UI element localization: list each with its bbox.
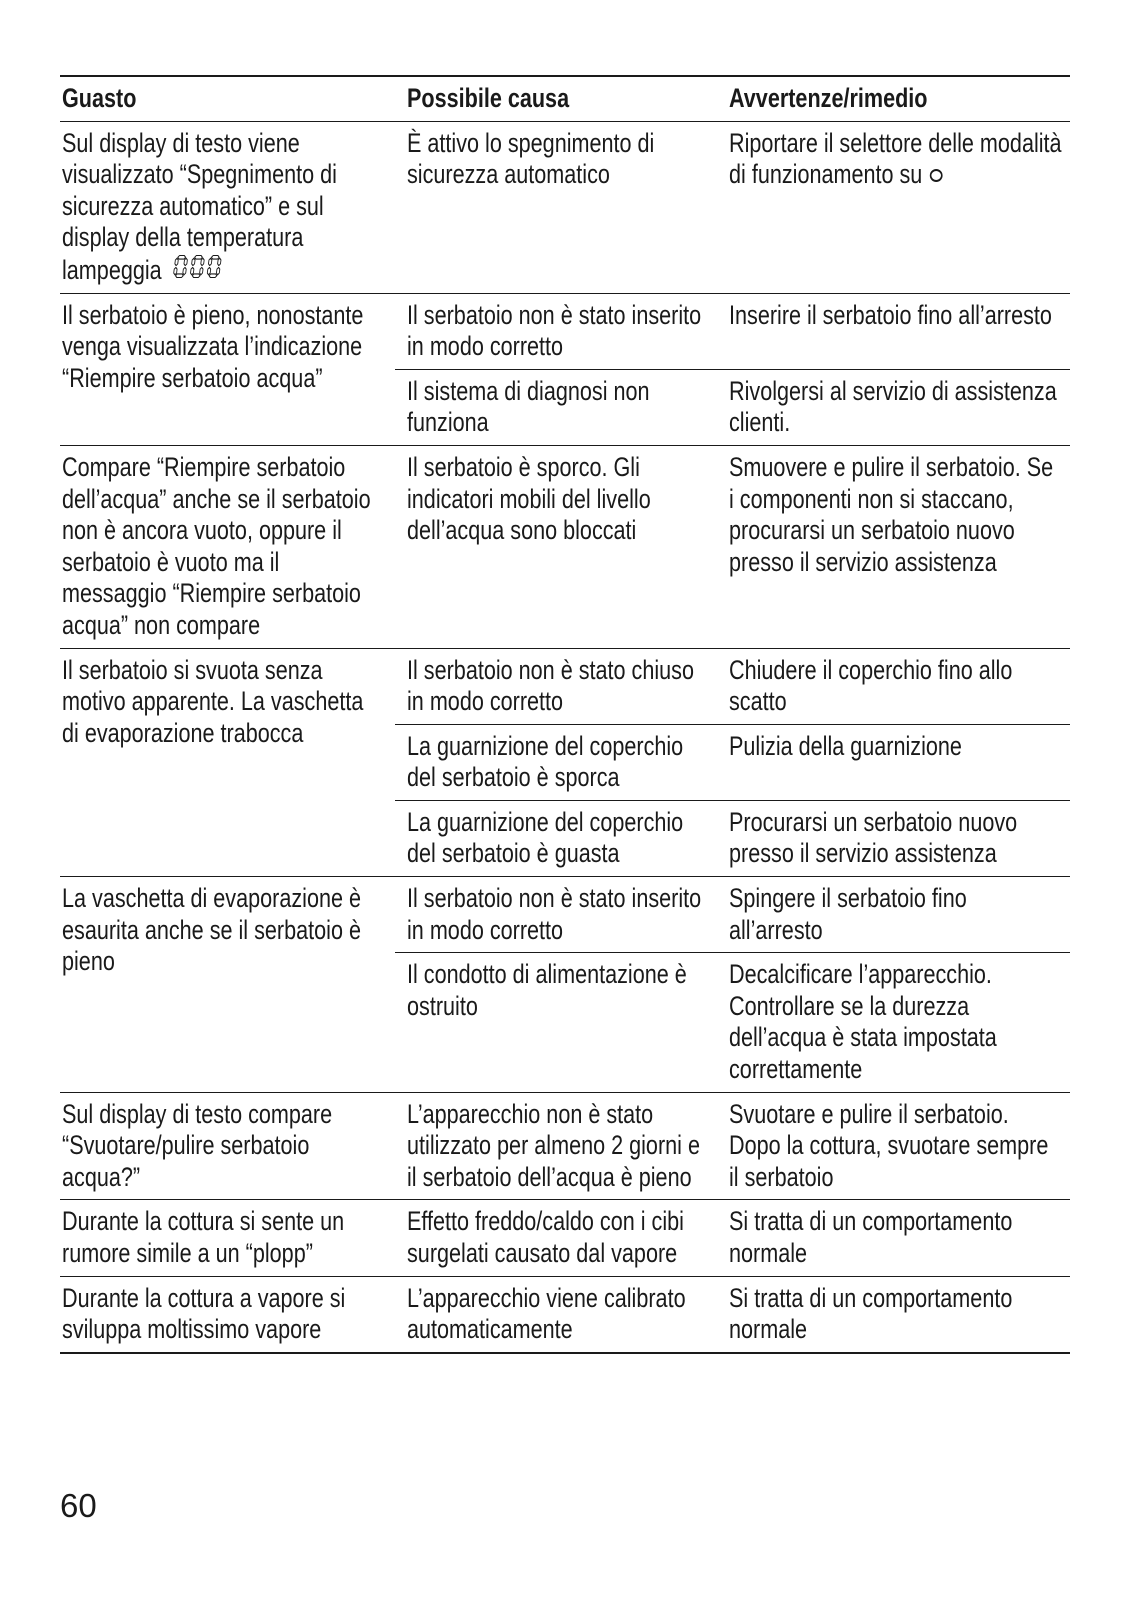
fault-cell (60, 877, 395, 1093)
flashing-display-digits (171, 254, 224, 279)
cause-text: Il serbatoio non è stato inserito in modo corretto (407, 299, 702, 362)
display-segment (194, 255, 202, 259)
off-position-circle-icon (930, 169, 943, 182)
cause-text: La guarnizione del coperchio del serbatoio è sporca (407, 730, 684, 793)
remedy-text: Smuovere e pulire il serbatoio. Se i componenti non si staccano, procurarsi un serbatoio nuovo presso il servizio assistenza (729, 451, 1054, 577)
display-segment (191, 258, 195, 265)
remedy-text: Decalcificare l’apparecchio. Controllare se la durezza dell’acqua è stata impostata correttamente (729, 959, 997, 1085)
fault-cell (60, 1276, 395, 1353)
remedy-text: Spingere il serbatoio fino all’arresto (729, 883, 967, 945)
fault-cell (60, 648, 395, 877)
remedy-text: Chiudere il coperchio fino allo scatto (729, 654, 1013, 717)
table-row (60, 1276, 1070, 1353)
header-fault (60, 76, 395, 121)
header-fault-label: Guasto (62, 83, 137, 113)
cause-text: È attivo lo spegnimento di sicurezza automatico (407, 127, 655, 190)
fault-text: La vaschetta di evaporazione è esaurita anche se il serbatoio è pieno (62, 883, 362, 977)
fault-text: Il serbatoio è pieno, nonostante venga visualizzata l’indicazione “Riempire serbatoio acqua” (62, 299, 364, 393)
remedy-cell (717, 369, 1070, 445)
cause-cell (395, 953, 717, 1092)
display-segment (199, 267, 203, 274)
cause-text: La guarnizione del coperchio del serbatoio è guasta (407, 806, 684, 869)
cause-cell (395, 877, 717, 953)
cause-cell (395, 445, 717, 648)
display-segment (190, 267, 194, 274)
remedy-cell (717, 648, 1070, 724)
remedy-text: Inserire il serbatoio fino all’arresto (729, 299, 1052, 330)
cause-cell (395, 293, 717, 369)
remedy-cell (717, 1092, 1070, 1200)
remedy-text: Si tratta di un comportamento normale (729, 1206, 1013, 1268)
display-segment (192, 274, 200, 278)
display-segment (175, 274, 183, 278)
cause-cell (395, 648, 717, 724)
table-row (60, 445, 1070, 648)
fault-text: Il serbatoio si svuota senza motivo apparente. La vaschetta di evaporazione trabocca (62, 654, 364, 748)
display-segment (183, 258, 187, 265)
remedy-cell (717, 800, 1070, 876)
cause-text: L’apparecchio viene calibrato automaticamente (407, 1282, 686, 1345)
remedy-cell (717, 121, 1070, 293)
remedy-cell (717, 953, 1070, 1092)
remedy-cell (717, 1276, 1070, 1353)
cause-cell (395, 1092, 717, 1200)
display-segment (177, 255, 185, 259)
remedy-cell (717, 445, 1070, 648)
cause-text: Effetto freddo/caldo con i cibi surgelati causato dal vapore (407, 1206, 684, 1268)
display-digit (173, 255, 188, 277)
cause-text: Il serbatoio non è stato chiuso in modo corretto (407, 654, 694, 717)
table-row (60, 877, 1070, 953)
display-segment (173, 267, 177, 274)
cause-cell (395, 1276, 717, 1353)
remedy-cell (717, 724, 1070, 800)
table-row (60, 648, 1070, 724)
header-remedy (717, 76, 1070, 121)
display-segment (217, 258, 221, 265)
remedy-cell (717, 1200, 1070, 1276)
cause-text: Il sistema di diagnosi non funziona (407, 375, 650, 438)
fault-text: Durante la cottura a vapore si sviluppa moltissimo vapore (62, 1282, 346, 1345)
remedy-text: Procurarsi un serbatoio nuovo presso il servizio assistenza (729, 806, 1018, 869)
cause-text: Il serbatoio non è stato inserito in modo corretto (407, 883, 702, 945)
fault-text: Compare “Riempire serbatoio dell’acqua” anche se il serbatoio non è ancora vuoto, oppure il serbatoio è vuoto ma il messaggio “Riempire serbatoio acqua” non compare (62, 451, 371, 640)
display-digit (190, 255, 205, 277)
fault-text: Durante la cottura si sente un rumore simile a un “plopp” (62, 1206, 345, 1268)
header-remedy-label: Avvertenze/rimedio (729, 83, 928, 113)
page-number: 60 (60, 1487, 97, 1524)
table-row (60, 121, 1070, 293)
display-segment (200, 258, 204, 265)
fault-cell (60, 1092, 395, 1200)
fault-text: Sul display di testo viene visualizzato “Spegnimento di sicurezza automatico” e sul display della temperatura lampeggia (62, 127, 337, 285)
remedy-text: Pulizia della guarnizione (729, 730, 962, 761)
cause-cell (395, 724, 717, 800)
display-segment (174, 258, 178, 265)
fault-cell (60, 293, 395, 445)
header-row (60, 76, 1070, 121)
header-cause-label: Possibile causa (407, 83, 570, 113)
remedy-cell (717, 293, 1070, 369)
display-segment (207, 267, 211, 274)
display-segment (211, 255, 219, 259)
fault-cell (60, 1200, 395, 1276)
cause-cell (395, 121, 717, 293)
remedy-text: Svuotare e pulire il serbatoio. Dopo la cottura, svuotare sempre il serbatoio (729, 1098, 1049, 1192)
display-segment (208, 258, 212, 265)
fault-text: Sul display di testo compare “Svuotare/pulire serbatoio acqua?” (62, 1098, 333, 1192)
fault-cell (60, 445, 395, 648)
troubleshooting-table (60, 75, 1070, 1354)
remedy-text: Rivolgersi al servizio di assistenza clienti. (729, 375, 1057, 438)
display-segment (216, 267, 220, 274)
cause-cell (395, 369, 717, 445)
table-row (60, 293, 1070, 369)
table-row (60, 1200, 1070, 1276)
remedy-text: Riportare il selettore delle modalità di funzionamento su (729, 127, 1062, 190)
header-cause (395, 76, 717, 121)
table-row (60, 1092, 1070, 1200)
fault-cell (60, 121, 395, 293)
cause-cell (395, 1200, 717, 1276)
cause-text: L’apparecchio non è stato utilizzato per almeno 2 giorni e il serbatoio dell’acqua è pieno (407, 1098, 700, 1192)
cause-text: Il serbatoio è sporco. Gli indicatori mobili del livello dell’acqua sono bloccati (407, 451, 651, 546)
remedy-cell (717, 877, 1070, 953)
remedy-text: Si tratta di un comportamento normale (729, 1282, 1013, 1345)
display-digit (206, 255, 221, 277)
cause-cell (395, 800, 717, 876)
cause-text: Il condotto di alimentazione è ostruito (407, 959, 687, 1021)
display-segment (182, 267, 186, 274)
display-segment (209, 274, 217, 278)
